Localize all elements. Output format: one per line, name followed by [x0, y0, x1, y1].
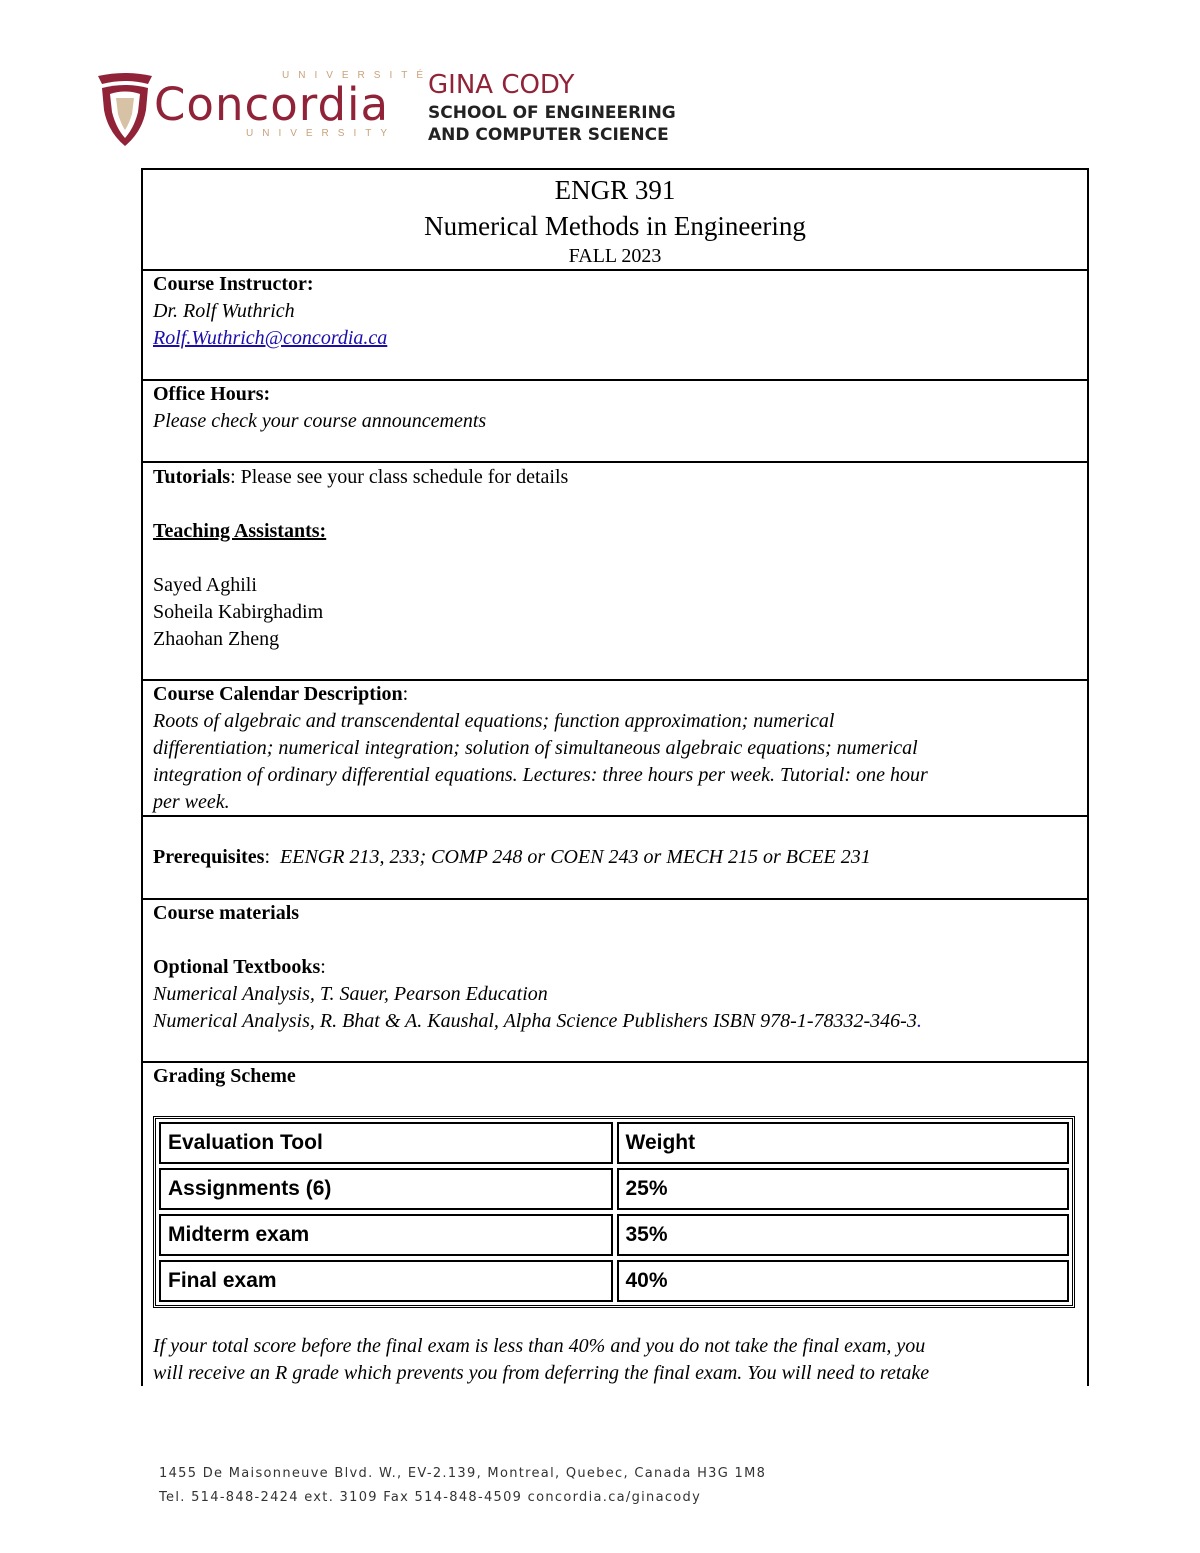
- grading-scheme-section: [143, 1063, 1087, 1386]
- textbooks-colon: :: [320, 956, 326, 978]
- office-hours-text: Please check your course announcements: [153, 410, 487, 432]
- concordia-wordmark: Concordia: [154, 78, 390, 131]
- table-row: [159, 1168, 1069, 1210]
- evaluation-tool-cell: Midterm exam: [159, 1214, 613, 1256]
- calendar-description-line: differentiation; numerical integration; solution of simultaneous algebraic equations; numerical: [153, 737, 918, 759]
- course-outline-box: [141, 168, 1089, 1386]
- prerequisites-section: [143, 817, 1087, 900]
- calendar-heading-line: [153, 681, 1077, 708]
- prerequisites-colon: :: [264, 846, 271, 868]
- prerequisites-line: [153, 844, 1077, 871]
- table-header-row: [159, 1122, 1069, 1164]
- textbook-period: .: [916, 1010, 922, 1032]
- calendar-description-line: Roots of algebraic and transcendental equations; function approximation; numerical: [153, 710, 835, 732]
- course-code: ENGR 391: [554, 175, 676, 205]
- course-materials-section: [143, 900, 1087, 1063]
- table-row: [159, 1214, 1069, 1256]
- instructor-name: Dr. Rolf Wuthrich: [153, 300, 295, 322]
- calendar-description-line: integration of ordinary differential equations. Lectures: three hours per week. Tutorial: one hour: [153, 764, 928, 786]
- evaluation-tool-cell: Assignments (6): [159, 1168, 613, 1210]
- instructor-heading: Course Instructor:: [153, 273, 314, 295]
- calendar-heading: Course Calendar Description: [153, 683, 403, 705]
- course-name: Numerical Methods in Engineering: [424, 211, 806, 241]
- grading-heading: Grading Scheme: [153, 1065, 296, 1087]
- weight-cell: 40%: [617, 1260, 1070, 1302]
- ta-name: Sayed Aghili: [153, 574, 257, 596]
- grading-table: [153, 1116, 1075, 1308]
- calendar-description-section: [143, 681, 1087, 817]
- office-hours-section: [143, 381, 1087, 463]
- school-name-line-1: SCHOOL OF ENGINEERING: [428, 103, 676, 123]
- grading-note-line: If your total score before the final exam is less than 40% and you do not take the final exam, you: [153, 1335, 926, 1357]
- course-materials-heading: Course materials: [153, 902, 300, 924]
- school-name-line-2: AND COMPUTER SCIENCE: [428, 125, 669, 145]
- concordia-crest-icon: [96, 70, 154, 148]
- tutorials-heading: Tutorials: [153, 466, 231, 488]
- column-header: Weight: [617, 1122, 1070, 1164]
- universite-text: UNIVERSITÉ: [282, 70, 433, 81]
- tutorials-text: : Please see your class schedule for details: [230, 466, 569, 488]
- footer-address: 1455 De Maisonneuve Blvd. W., EV-2.139, Montreal, Quebec, Canada H3G 1M8: [159, 1466, 767, 1481]
- footer-contact: Tel. 514-848-2424 ext. 3109 Fax 514-848-4509 concordia.ca/ginacody: [159, 1490, 702, 1505]
- textbook-entry: Numerical Analysis, T. Sauer, Pearson Education: [153, 983, 548, 1005]
- weight-cell: 35%: [617, 1214, 1070, 1256]
- instructor-email-link[interactable]: Rolf.Wuthrich@concordia.ca: [153, 327, 388, 349]
- textbook-entry: Numerical Analysis, R. Bhat & A. Kaushal, Alpha Science Publishers ISBN 978-1-78332-346-3: [153, 1010, 917, 1032]
- ta-name: Zhaohan Zheng: [153, 628, 280, 650]
- textbooks-heading-line: [153, 954, 1077, 981]
- university-text: UNIVERSITY: [246, 128, 397, 139]
- column-header: Evaluation Tool: [159, 1122, 613, 1164]
- course-title-section: [143, 170, 1087, 271]
- teaching-assistants-heading: Teaching Assistants:: [153, 520, 327, 542]
- ta-name: Soheila Kabirghadim: [153, 601, 324, 623]
- instructor-section: [143, 271, 1087, 381]
- tutorials-section: [143, 464, 1087, 681]
- tutorials-line: [153, 464, 1077, 491]
- calendar-description-line: per week.: [153, 791, 230, 813]
- calendar-heading-colon: :: [402, 683, 409, 705]
- prerequisites-heading: Prerequisites: [153, 846, 265, 868]
- concordia-logo: [96, 66, 696, 156]
- course-term: FALL 2023: [568, 245, 662, 267]
- prerequisites-text: EENGR 213, 233; COMP 248 or COEN 243 or MECH 215 or BCEE 231: [280, 846, 871, 868]
- evaluation-tool-cell: Final exam: [159, 1260, 613, 1302]
- textbooks-heading: Optional Textbooks: [153, 956, 321, 978]
- gina-cody-title: GINA CODY: [428, 70, 575, 100]
- grading-note-line: will receive an R grade which prevents you from deferring the final exam. You will need to retake: [153, 1362, 930, 1384]
- textbook-entry-line: [153, 1008, 1077, 1035]
- weight-cell: 25%: [617, 1168, 1070, 1210]
- table-row: [159, 1260, 1069, 1302]
- office-hours-heading: Office Hours:: [153, 383, 271, 405]
